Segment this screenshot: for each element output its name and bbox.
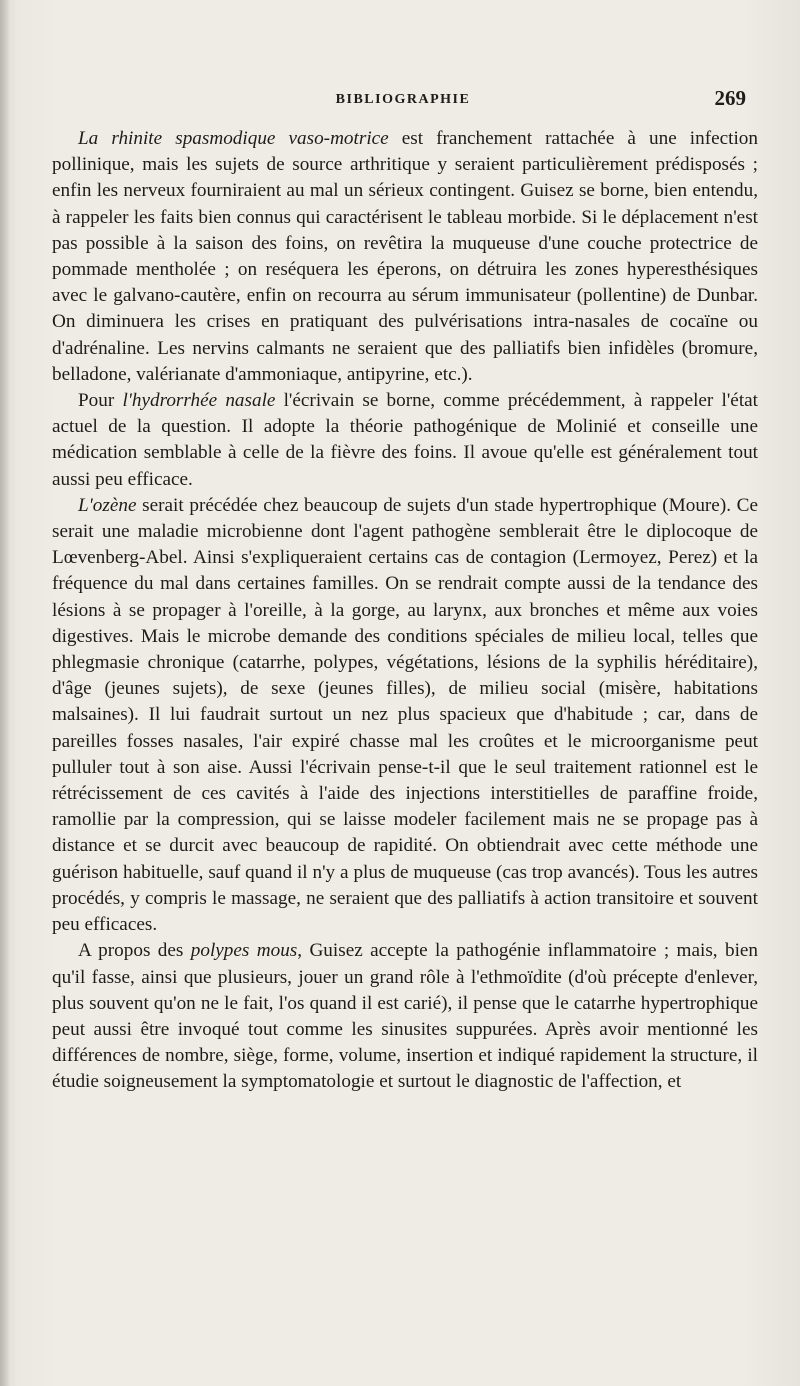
paragraph-polypes [52, 938, 758, 1095]
page-number: 269 [714, 86, 746, 110]
paragraph-text: l'écrivain se borne, comme précédemment, à rappeler l'état actuel de la question. Il adopte la théorie pathogénique de Molinié et conseille une médication semblable à celle de la fièvre des foins. Il avoue qu'elle est généralement tout aussi peu efficace. [52, 390, 758, 490]
paragraph-lead: A propos des [78, 940, 191, 962]
paragraph-text: , Guisez accepte la pathogénie inflammatoire ; mais, bien qu'il fasse, ainsi que plusieurs, jouer un grand rôle à l'ethmoïdite (d'où précepte d'enlever, plus souvent qu'on ne le fait, l'os quand il est carié), il pense que le catarrhe hypertrophique peut aussi être invoqué tout comme les sinusites suppurées. Après avoir mentionné les différences de nombre, siège, forme, volume, insertion et indiqué rapidement la structure, il étudie soigneusement la symptomatologie et surtout le diagnostic de l'affection, et [52, 940, 759, 1093]
page-header [60, 86, 746, 116]
italic-term: polypes mous [190, 940, 298, 962]
italic-term: La rhinite spasmodique vaso-motrice [78, 128, 389, 149]
paragraph-text: serait précédée chez beaucoup de sujets d'un stade hypertrophique (Moure). Ce serait une maladie microbienne dont l'agent pathogène semblerait être le diplocoque de Lœvenberg-Abel. Ainsi s'expliqueraient certains cas de contagion (Lermoyez, Perez) et la fréquence du mal dans certaines familles. On se rendrait compte aussi de la tendance des lésions à se propager à l'oreille, à la gorge, au larynx, aux bronches et même aux voies digestives. Mais le microbe demande des conditions spéciales de milieu local, telles que phlegmasie chronique (catarrhe, polypes, végétations, lésions de la syphilis héréditaire), d'âge (jeunes sujets), de sexe (jeunes filles), de milieu social (misère, habitations malsaines). Il lui faudrait surtout un nez plus spacieux que d'habitude ; car, dans de pareilles fosses nasales, l'air expiré chasse mal les croûtes et le microorganisme peut pulluler tout à son aise. Aussi l'écrivain pense-t-il que le seul traitement rationnel est le rétrécissement de ces cavités à l'aide des injections interstitielles de paraffine froide, ramollie par la compression, qui se laisse modeler facilement mais ne se propage pas à distance et se durcit avec beaucoup de rapidité. On obtiendrait avec cette méthode une guérison habituelle, sauf quand il n'y a plus de muqueuse (cas trop avancés). Tous les autres procédés, y compris le massage, ne seraient que des palliatifs à action transitoire et souvent peu efficaces. [52, 494, 758, 936]
italic-term: L'ozène [78, 494, 137, 516]
running-head: BIBLIOGRAPHIE [335, 92, 471, 107]
paragraph-lead: Pour [78, 390, 123, 412]
binding-shadow [0, 0, 10, 1386]
paragraph-hydrorrhee [52, 388, 758, 493]
paragraph-ozene [52, 493, 758, 938]
paragraph-rhinite [52, 126, 758, 388]
italic-term: l'hydrorrhée nasale [122, 390, 276, 412]
body-text [52, 126, 758, 1096]
paragraph-text: est franchement rattachée à une infection pollinique, mais les sujets de source arthritique y seraient particulièrement prédisposés ; enfin les nerveux fourniraient au mal un sérieux contingent. Guisez se borne, bien entendu, à rappeler les faits bien connus qui caractérisent le tableau morbide. Si le déplacement n'est pas possible à la saison des foins, on revêtira la muqueuse d'une couche protectrice de pommade mentholée ; on reséquera les éperons, on détruira les zones hyperesthésiques avec le galvano-cautère, enfin on recourra au sérum immunisateur (pollentine) de Dunbar. On diminuera les crises en pratiquant des pulvérisations intra-nasales de cocaïne ou d'adrénaline. Les nervins calmants ne seraient que des palliatifs bien infidèles (bromure, belladone, valérianate d'ammoniaque, antipyrine, etc.). [52, 128, 758, 385]
